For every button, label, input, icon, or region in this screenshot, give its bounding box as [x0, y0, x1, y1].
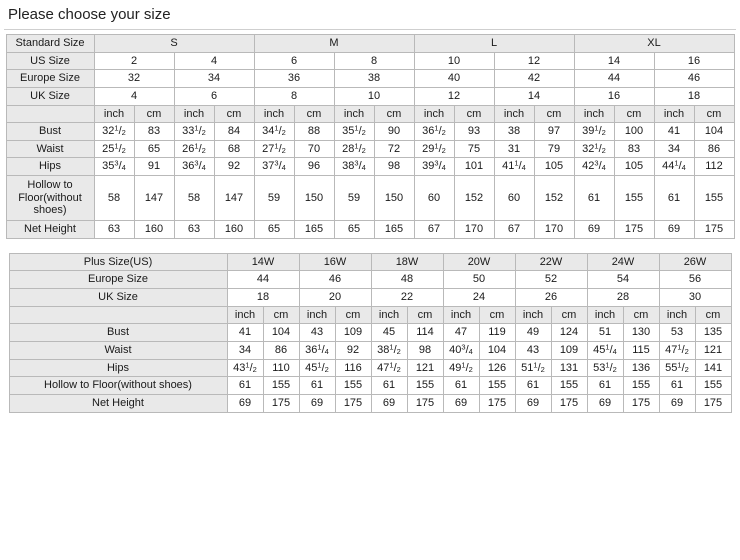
measure-value: 59	[254, 176, 294, 221]
measure-value: 175	[263, 394, 299, 412]
table-row	[6, 123, 734, 141]
unit-header: inch	[414, 105, 454, 123]
measure-value: 69	[371, 394, 407, 412]
standard-size-table	[6, 34, 735, 239]
measure-value: 69	[227, 394, 263, 412]
measure-value: 61	[515, 377, 551, 395]
unit-header: cm	[454, 105, 494, 123]
table-row	[6, 52, 734, 70]
measure-value: 175	[407, 394, 443, 412]
measure-value: $55^1/_2$	[659, 359, 695, 377]
measure-value: 175	[623, 394, 659, 412]
measure-value: 34	[227, 341, 263, 359]
measure-value: 175	[695, 394, 731, 412]
measure-label: Hips	[9, 359, 227, 377]
measure-value: $35^3/_4$	[94, 158, 134, 176]
measure-value: 60	[494, 176, 534, 221]
measure-value: 61	[654, 176, 694, 221]
measure-value: $26^1/_2$	[174, 140, 214, 158]
measure-value: 170	[454, 221, 494, 239]
measure-value: 38	[494, 123, 534, 141]
row-uk-size-value: 18	[227, 289, 299, 307]
unit-header: inch	[299, 306, 335, 324]
measure-value: 155	[335, 377, 371, 395]
row-europe-size-value: 38	[334, 70, 414, 88]
row-uk-size-value: 16	[574, 87, 654, 105]
measure-value: 150	[374, 176, 414, 221]
measure-value: 70	[294, 140, 334, 158]
unit-header: cm	[335, 306, 371, 324]
measure-value: $40^3/_4$	[443, 341, 479, 359]
table-row	[9, 394, 731, 412]
size-group-header: M	[254, 35, 414, 53]
measure-value: 175	[614, 221, 654, 239]
measure-value: $42^3/_4$	[574, 158, 614, 176]
measure-value: 116	[335, 359, 371, 377]
measure-value: 61	[299, 377, 335, 395]
measure-value: 141	[695, 359, 731, 377]
plus-size-header: 18W	[371, 253, 443, 271]
measure-value: 175	[335, 394, 371, 412]
table-row	[6, 70, 734, 88]
measure-value: 86	[694, 140, 734, 158]
table-row	[6, 105, 734, 123]
measure-value: 97	[534, 123, 574, 141]
measure-value: 155	[623, 377, 659, 395]
measure-value: 109	[551, 341, 587, 359]
row-europe-size-value: 46	[654, 70, 734, 88]
measure-value: 65	[254, 221, 294, 239]
measure-value: $35^1/_2$	[334, 123, 374, 141]
row-europe-size-value: 36	[254, 70, 334, 88]
measure-value: 61	[587, 377, 623, 395]
measure-value: 69	[574, 221, 614, 239]
row-europe-size-value: 46	[299, 271, 371, 289]
measure-value: 110	[263, 359, 299, 377]
measure-value: 69	[587, 394, 623, 412]
measure-value: $41^1/_4$	[494, 158, 534, 176]
unit-header: cm	[534, 105, 574, 123]
measure-value: 170	[534, 221, 574, 239]
row-label-plus-size: Plus Size(US)	[9, 253, 227, 271]
measure-value: 135	[695, 324, 731, 342]
measure-value: 100	[614, 123, 654, 141]
measure-value: 41	[227, 324, 263, 342]
row-uk-size-label: UK Size	[6, 87, 94, 105]
row-uk-size-value: 14	[494, 87, 574, 105]
row-us-size-value: 6	[254, 52, 334, 70]
row-uk-size-value: 8	[254, 87, 334, 105]
row-us-size-value: 8	[334, 52, 414, 70]
measure-value: 69	[443, 394, 479, 412]
row-europe-size-value: 44	[574, 70, 654, 88]
plus-size-header: 22W	[515, 253, 587, 271]
measure-value: 104	[479, 341, 515, 359]
measure-value: 119	[479, 324, 515, 342]
size-group-header: S	[94, 35, 254, 53]
measure-value: 61	[574, 176, 614, 221]
measure-value: 34	[654, 140, 694, 158]
measure-value: 53	[659, 324, 695, 342]
measure-value: 58	[94, 176, 134, 221]
measure-value: $39^1/_2$	[574, 123, 614, 141]
measure-value: $45^1/_4$	[587, 341, 623, 359]
measure-value: $45^1/_2$	[299, 359, 335, 377]
row-europe-size-value: 48	[371, 271, 443, 289]
row-europe-size-value: 54	[587, 271, 659, 289]
measure-label: Hollow to Floor(without shoes)	[6, 176, 94, 221]
measure-value: 98	[407, 341, 443, 359]
unit-header: cm	[479, 306, 515, 324]
measure-value: 109	[335, 324, 371, 342]
table-row	[6, 87, 734, 105]
measure-value: 69	[515, 394, 551, 412]
unit-header: inch	[227, 306, 263, 324]
measure-value: 67	[414, 221, 454, 239]
measure-value: 65	[134, 140, 174, 158]
measure-value: 155	[551, 377, 587, 395]
measure-value: 155	[695, 377, 731, 395]
measure-value: 68	[214, 140, 254, 158]
measure-value: $44^1/_4$	[654, 158, 694, 176]
unit-header: inch	[515, 306, 551, 324]
measure-value: 165	[294, 221, 334, 239]
unit-header: inch	[334, 105, 374, 123]
measure-value: 61	[659, 377, 695, 395]
measure-value: $49^1/_2$	[443, 359, 479, 377]
measure-label: Bust	[9, 324, 227, 342]
measure-value: 61	[443, 377, 479, 395]
measure-value: 175	[479, 394, 515, 412]
plus-size-header: 20W	[443, 253, 515, 271]
unit-header: cm	[263, 306, 299, 324]
row-uk-size-value: 20	[299, 289, 371, 307]
unit-header: inch	[174, 105, 214, 123]
table-row	[9, 271, 731, 289]
table-row	[6, 176, 734, 221]
measure-value: $27^1/_2$	[254, 140, 294, 158]
unit-header: cm	[623, 306, 659, 324]
measure-value: 112	[694, 158, 734, 176]
unit-header: cm	[407, 306, 443, 324]
measure-value: 104	[263, 324, 299, 342]
measure-value: $47^1/_2$	[371, 359, 407, 377]
unit-header: inch	[659, 306, 695, 324]
measure-value: 101	[454, 158, 494, 176]
measure-value: 41	[654, 123, 694, 141]
row-us-size-value: 4	[174, 52, 254, 70]
measure-label: Net Height	[6, 221, 94, 239]
measure-value: 90	[374, 123, 414, 141]
size-group-header: L	[414, 35, 574, 53]
unit-header: cm	[134, 105, 174, 123]
row-uk-size-value: 22	[371, 289, 443, 307]
row-europe-size-label: Europe Size	[6, 70, 94, 88]
unit-header: inch	[574, 105, 614, 123]
measure-value: 150	[294, 176, 334, 221]
unit-header: inch	[443, 306, 479, 324]
measure-value: 61	[227, 377, 263, 395]
measure-value: $47^1/_2$	[659, 341, 695, 359]
title-divider	[4, 29, 736, 30]
measure-value: 131	[551, 359, 587, 377]
measure-value: 63	[94, 221, 134, 239]
measure-value: 155	[263, 377, 299, 395]
measure-value: 72	[374, 140, 414, 158]
row-uk-size-value: 4	[94, 87, 174, 105]
measure-value: 105	[534, 158, 574, 176]
measure-value: $38^3/_4$	[334, 158, 374, 176]
row-us-size-value: 2	[94, 52, 174, 70]
measure-value: 83	[614, 140, 654, 158]
unit-header: inch	[371, 306, 407, 324]
row-us-size-value: 16	[654, 52, 734, 70]
measure-value: 98	[374, 158, 414, 176]
row-europe-size-label: Europe Size	[9, 271, 227, 289]
plus-size-table	[9, 253, 732, 413]
row-uk-size-value: 26	[515, 289, 587, 307]
measure-label: Net Height	[9, 394, 227, 412]
unit-header: cm	[695, 306, 731, 324]
measure-value: 61	[371, 377, 407, 395]
measure-value: $51^1/_2$	[515, 359, 551, 377]
measure-value: 124	[551, 324, 587, 342]
row-europe-size-value: 52	[515, 271, 587, 289]
size-group-header: XL	[574, 35, 734, 53]
row-europe-size-value: 32	[94, 70, 174, 88]
measure-value: $36^1/_2$	[414, 123, 454, 141]
measure-value: 121	[407, 359, 443, 377]
measure-value: 84	[214, 123, 254, 141]
plus-size-table-wrapper	[0, 253, 740, 413]
measure-value: 88	[294, 123, 334, 141]
measure-label: Hollow to Floor(without shoes)	[9, 377, 227, 395]
unit-header: cm	[614, 105, 654, 123]
row-uk-size-value: 12	[414, 87, 494, 105]
measure-value: 31	[494, 140, 534, 158]
row-uk-size-label: UK Size	[9, 289, 227, 307]
table-row	[9, 377, 731, 395]
units-row-label	[6, 105, 94, 123]
row-europe-size-value: 34	[174, 70, 254, 88]
table-row	[6, 158, 734, 176]
unit-header: cm	[294, 105, 334, 123]
standard-size-table-wrapper	[0, 34, 740, 239]
measure-value: 65	[334, 221, 374, 239]
measure-value: 160	[134, 221, 174, 239]
unit-header: inch	[254, 105, 294, 123]
measure-label: Waist	[6, 140, 94, 158]
row-europe-size-value: 42	[494, 70, 574, 88]
table-row	[9, 341, 731, 359]
measure-value: 155	[694, 176, 734, 221]
measure-value: 121	[695, 341, 731, 359]
measure-value: 69	[654, 221, 694, 239]
measure-value: 105	[614, 158, 654, 176]
row-uk-size-value: 18	[654, 87, 734, 105]
row-europe-size-value: 50	[443, 271, 515, 289]
row-uk-size-value: 28	[587, 289, 659, 307]
measure-value: 47	[443, 324, 479, 342]
measure-value: 83	[134, 123, 174, 141]
unit-header: inch	[494, 105, 534, 123]
measure-label: Bust	[6, 123, 94, 141]
measure-value: 67	[494, 221, 534, 239]
measure-value: 79	[534, 140, 574, 158]
table-row	[9, 324, 731, 342]
plus-size-header: 14W	[227, 253, 299, 271]
row-europe-size-value: 56	[659, 271, 731, 289]
measure-value: 114	[407, 324, 443, 342]
measure-value: 59	[334, 176, 374, 221]
row-europe-size-value: 40	[414, 70, 494, 88]
measure-value: 92	[335, 341, 371, 359]
measure-value: 147	[134, 176, 174, 221]
measure-label: Waist	[9, 341, 227, 359]
plus-size-header: 16W	[299, 253, 371, 271]
measure-value: $38^1/_2$	[371, 341, 407, 359]
row-uk-size-value: 6	[174, 87, 254, 105]
measure-value: 165	[374, 221, 414, 239]
measure-value: 86	[263, 341, 299, 359]
measure-value: 152	[534, 176, 574, 221]
page-title: Please choose your size	[8, 6, 171, 23]
measure-value: $32^1/_2$	[94, 123, 134, 141]
measure-value: 93	[454, 123, 494, 141]
measure-value: 175	[551, 394, 587, 412]
measure-value: 58	[174, 176, 214, 221]
measure-value: 152	[454, 176, 494, 221]
measure-value: $25^1/_2$	[94, 140, 134, 158]
measure-value: $32^1/_2$	[574, 140, 614, 158]
measure-value: $37^3/_4$	[254, 158, 294, 176]
measure-value: 160	[214, 221, 254, 239]
measure-value: $28^1/_2$	[334, 140, 374, 158]
measure-value: 96	[294, 158, 334, 176]
measure-value: 155	[614, 176, 654, 221]
measure-value: $36^3/_4$	[174, 158, 214, 176]
unit-header: cm	[694, 105, 734, 123]
row-us-size-label: US Size	[6, 52, 94, 70]
measure-value: $34^1/_2$	[254, 123, 294, 141]
plus-size-header: 26W	[659, 253, 731, 271]
table-row	[9, 289, 731, 307]
measure-value: 91	[134, 158, 174, 176]
unit-header: inch	[94, 105, 134, 123]
measure-value: $53^1/_2$	[587, 359, 623, 377]
measure-value: 104	[694, 123, 734, 141]
measure-value: 155	[479, 377, 515, 395]
row-label-standard-size: Standard Size	[6, 35, 94, 53]
row-uk-size-value: 10	[334, 87, 414, 105]
measure-value: 155	[407, 377, 443, 395]
row-us-size-value: 12	[494, 52, 574, 70]
measure-value: 136	[623, 359, 659, 377]
measure-value: 175	[694, 221, 734, 239]
measure-value: 45	[371, 324, 407, 342]
measure-value: 60	[414, 176, 454, 221]
table-row	[9, 359, 731, 377]
table-row	[6, 221, 734, 239]
measure-value: 43	[515, 341, 551, 359]
unit-header: inch	[587, 306, 623, 324]
unit-header: cm	[214, 105, 254, 123]
measure-value: 51	[587, 324, 623, 342]
table-row	[9, 253, 731, 271]
measure-value: 69	[299, 394, 335, 412]
unit-header: inch	[654, 105, 694, 123]
measure-value: 115	[623, 341, 659, 359]
measure-value: 43	[299, 324, 335, 342]
measure-value: 147	[214, 176, 254, 221]
measure-value: 49	[515, 324, 551, 342]
measure-value: 126	[479, 359, 515, 377]
units-row-label	[9, 306, 227, 324]
table-row	[9, 306, 731, 324]
table-row	[6, 140, 734, 158]
table-row	[6, 35, 734, 53]
row-uk-size-value: 30	[659, 289, 731, 307]
measure-value: 92	[214, 158, 254, 176]
measure-value: $43^1/_2$	[227, 359, 263, 377]
row-uk-size-value: 24	[443, 289, 515, 307]
measure-value: 69	[659, 394, 695, 412]
measure-label: Hips	[6, 158, 94, 176]
measure-value: 130	[623, 324, 659, 342]
unit-header: cm	[551, 306, 587, 324]
row-us-size-value: 14	[574, 52, 654, 70]
measure-value: 63	[174, 221, 214, 239]
measure-value: $33^1/_2$	[174, 123, 214, 141]
row-us-size-value: 10	[414, 52, 494, 70]
row-europe-size-value: 44	[227, 271, 299, 289]
measure-value: $36^1/_4$	[299, 341, 335, 359]
measure-value: 75	[454, 140, 494, 158]
unit-header: cm	[374, 105, 414, 123]
measure-value: $39^3/_4$	[414, 158, 454, 176]
measure-value: $29^1/_2$	[414, 140, 454, 158]
plus-size-header: 24W	[587, 253, 659, 271]
